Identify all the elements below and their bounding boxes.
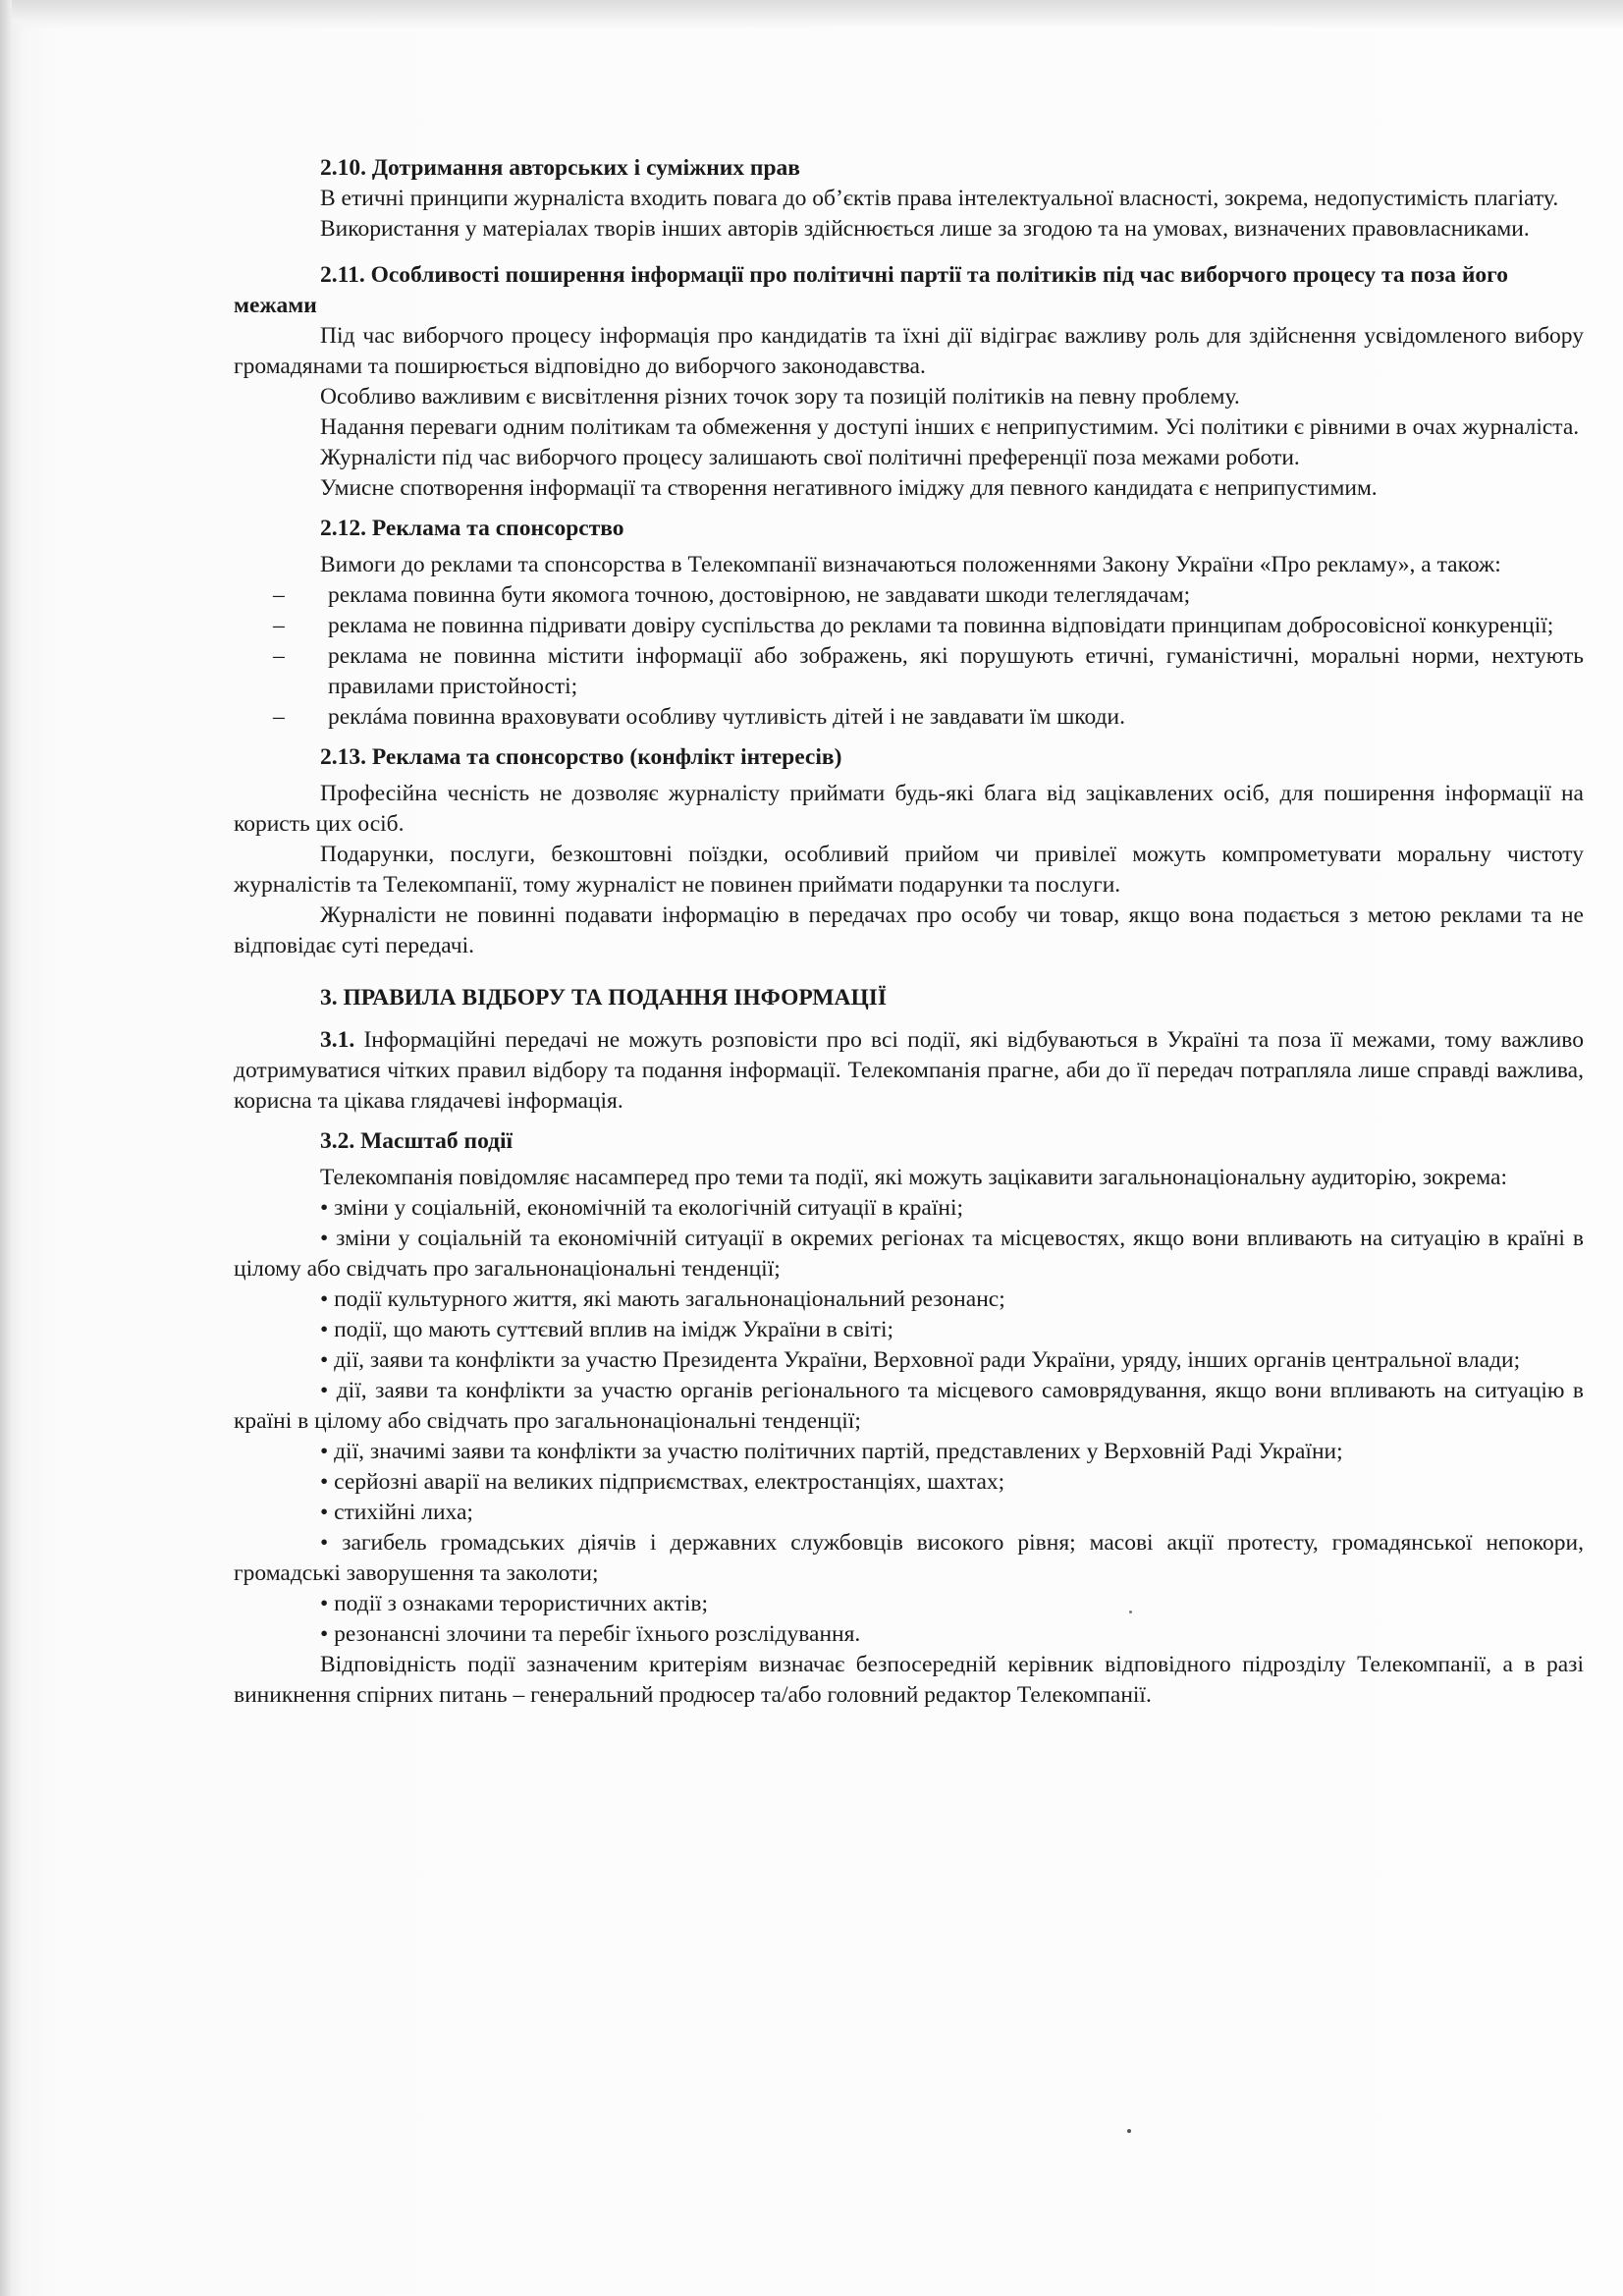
list-item: • резонансні злочини та перебіг їхнього розслідування. xyxy=(320,1621,861,1647)
section-2-10 xyxy=(234,153,1584,245)
list-item xyxy=(234,702,1584,733)
spacer xyxy=(234,245,1584,254)
paragraph: Вимоги до реклами та спонсорства в Телекомпанії визначаються положеннями Закону України «Про рекламу», а також: xyxy=(320,552,1501,577)
bullet-list xyxy=(234,1193,1584,1650)
heading-2-10: 2.10. Дотримання авторських і суміжних прав xyxy=(320,155,800,181)
heading-3-2: 3.2. Масштаб події xyxy=(320,1128,514,1154)
scan-speck xyxy=(1127,2129,1131,2133)
spacer xyxy=(234,1117,1584,1126)
dash-marker: – xyxy=(273,704,285,730)
spacer xyxy=(234,504,1584,514)
list-item: • події, що мають суттєвий вплив на імідж України в світі; xyxy=(320,1317,894,1342)
paragraph: Журналісти під час виборчого процесу залишають свої політичні преференції поза межами роботи. xyxy=(320,445,1300,470)
list-item-text: реклáма повинна враховувати особливу чутливість дітей і не завдавати їм шкоди. xyxy=(328,704,1126,730)
paragraph: В етичні принципи журналіста входить повага до об’єктів права інтелектуальної власності, зокрема, недопустимість плагіату. xyxy=(320,186,1559,211)
paragraph: Використання у матеріалах творів інших авторів здійснюється лише за згодою та на умовах, визначених правовласниками. xyxy=(320,216,1530,242)
list-item-text: реклама повинна бути якомога точною, достовірною, не завдавати шкоди телеглядачам; xyxy=(328,582,1191,608)
dash-marker: – xyxy=(273,613,285,638)
paragraph: Професійна чесність не дозволяє журналісту приймати будь-які блага від зацікавлених осіб, для поширення інформації на користь цих осіб. xyxy=(234,781,1584,837)
section-2-11 xyxy=(234,260,1584,504)
list-item: • стихійні лиха; xyxy=(320,1500,473,1525)
list-item xyxy=(234,580,1584,611)
list-item: • зміни у соціальній, економічній та екологічній ситуації в країні; xyxy=(320,1195,964,1221)
spacer xyxy=(234,733,1584,742)
list-item-text: реклама не повинна містити інформації або зображень, які порушують етичні, гуманістичні, моральні норми, нехтують правилами пристойності; xyxy=(328,643,1584,699)
scan-top-shadow xyxy=(0,0,1623,29)
heading-section-3: 3. ПРАВИЛА ВІДБОРУ ТА ПОДАННЯ ІНФОРМАЦІЇ xyxy=(320,985,888,1011)
paragraph: Телекомпанія повідомляє насамперед про теми та події, які можуть зацікавити загальнонаціональну аудиторію, зокрема: xyxy=(320,1165,1507,1190)
list-item-text: реклама не повинна підривати довіру суспільства до реклами та повинна відповідати принципам добросовісної конкуренції; xyxy=(328,613,1554,638)
list-item xyxy=(234,641,1584,702)
paragraph-number: 3.1. xyxy=(320,1027,355,1053)
paragraph: Відповідність події зазначеним критеріям визначає безпосередній керівник відповідного підрозділу Телекомпанії, а в разі виникнення спірних питань – генеральний продюсер та/або головний редактор Телекомпанії. xyxy=(234,1652,1584,1708)
scan-left-edge xyxy=(0,0,12,2296)
dash-marker: – xyxy=(273,582,285,608)
paragraph-3-1 xyxy=(234,1025,1584,1117)
paragraph-text: Інформаційні передачі не можуть розповісти про всі події, які відбуваються в Україні та поза її межами, тому важливо дотримуватися чітких правил відбору та подання інформації. Телекомпанія прагне, аби до її передач потрапляла лише справді важлива, корисна та цікава глядачеві інформація. xyxy=(234,1027,1584,1114)
paragraph: Особливо важливим є висвітлення різних точок зору та позицій політиків на певну проблему. xyxy=(320,384,1240,410)
list-item xyxy=(234,611,1584,641)
section-2-13 xyxy=(234,742,1584,961)
paragraph: Під час виборчого процесу інформація про кандидатів та їхні дії відіграє важливу роль для здійснення усвідомленого вибору громадянами та поширюється відповідно до виборчого законодавства. xyxy=(234,323,1584,379)
list-item: • події з ознаками терористичних актів; xyxy=(320,1591,709,1616)
dash-list xyxy=(234,580,1584,733)
list-item: • серйозні аварії на великих підприємствах, електростанціях, шахтах; xyxy=(320,1469,1005,1495)
list-item: • дії, заяви та конфлікти за участю Президента України, Верховної ради України, уряду, інших органів центральної влади; xyxy=(320,1347,1521,1373)
paragraph: Надання переваги одним політикам та обмеження у доступі інших є неприпустимим. Усі політики є рівними в очах журналіста. xyxy=(320,414,1580,440)
list-item: • дії, значимі заяви та конфлікти за участю політичних партій, представлених у Верховній Раді України; xyxy=(320,1439,1343,1464)
heading-2-11: 2.11. Особливості поширення інформації про політичні партії та політиків під час виборчого процесу та поза його межами xyxy=(234,262,1508,318)
list-item: • загибель громадських діячів і державних службовців високого рівня; масові акції протесту, громадянської непокори, громадські заворушення та заколоти; xyxy=(234,1530,1584,1586)
section-3 xyxy=(234,983,1584,1711)
list-item: • дії, заяви та конфлікти за участю органів регіонального та місцевого самоврядування, якщо вони впливають на ситуацію в країні в цілому або свідчать про загальнонаціональні тенденції; xyxy=(234,1378,1584,1434)
paragraph: Журналісти не повинні подавати інформацію в передачах про особу чи товар, якщо вона подається з метою реклами та не відповідає суті передачі. xyxy=(234,902,1584,958)
paragraph: Подарунки, послуги, безкоштовні поїздки, особливий прийом чи привілеї можуть компрометувати моральну чистоту журналістів та Телекомпанії, тому журналіст не повинен приймати подарунки та послуги. xyxy=(234,842,1584,898)
scan-speck xyxy=(1129,1611,1132,1613)
document-body xyxy=(234,153,1584,1711)
paragraph: Умисне спотворення інформації та створення негативного іміджу для певного кандидата є неприпустимим. xyxy=(320,475,1378,501)
section-2-12 xyxy=(234,514,1584,733)
heading-2-12: 2.12. Реклама та спонсорство xyxy=(320,516,624,541)
list-item: • події культурного життя, які мають загальнонаціональний резонанс; xyxy=(320,1286,1005,1312)
heading-2-13: 2.13. Реклама та спонсорство (конфлікт інтересів) xyxy=(320,744,842,770)
dash-marker: – xyxy=(273,643,285,669)
list-item: • зміни у соціальній та економічній ситуації в окремих регіонах та місцевостях, якщо вони впливають на ситуацію в країні в цілому або свідчать про загальнонаціональні тенденції; xyxy=(234,1226,1584,1282)
